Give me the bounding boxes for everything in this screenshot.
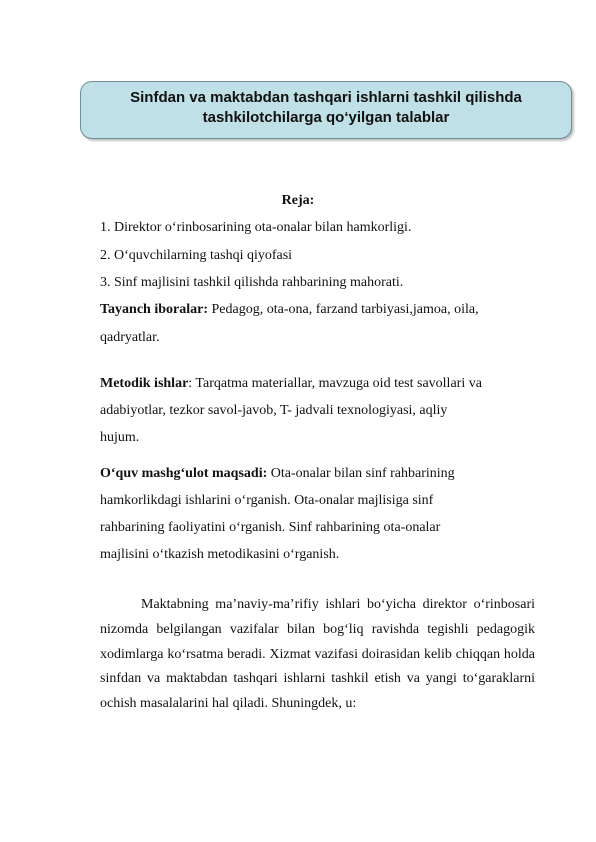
plan-item-1: 1. Direktor o‘rinbosarining ota-onalar bilan hamkorligi. [100,220,412,235]
title-line-2: tashkilotchilarga qo‘yilgan talablar [202,109,450,126]
methods-line-3: hujum. [100,430,140,445]
goal-label: O‘quv mashg‘ulot maqsadi: [100,466,268,481]
plan-item-3: 3. Sinf majlisini tashkil qilishda rahbarining mahorati. [100,275,404,290]
keywords-line-2: qadryatlar. [100,330,160,345]
body-paragraph: Maktabning ma’naviy-ma’rifiy ishlari bo‘yicha direktor o‘rinbosari nizomda belgilangan vazifalar bilan bog‘liq ravishda tegishli pedagogik xodimlarga ko‘rsatma beradi. Xizmat vazifasi doirasidan kelib chiqqan holda sinfdan va maktabdan tashqari ishlarni tashkil etish va yangi to‘garaklarni ochish masalalarini hal qiladi. Shuningdek, u: [100,597,535,712]
methods-line-1 [100,374,482,394]
keywords-text: Pedagog, ota-ona, farzand tarbiyasi,jamoa, oila, [208,302,479,317]
goal-line-4: majlisini o‘tkazish metodikasini o‘rganish. [100,547,340,562]
goal-line-1 [100,464,455,484]
goal-line-3: rahbarining faoliyatini o‘rganish. Sinf rahbarining ota-onalar [100,520,441,535]
plan-heading: Reja: [281,193,315,208]
goal-text: Ota-onalar bilan sinf rahbarining [267,466,455,481]
plan-item-2: 2. O‘quvchilarning tashqi qiyofasi [100,248,293,263]
title-line-1: Sinfdan va maktabdan tashqari ishlarni tashkil qilishda [130,89,522,106]
methods-text: : Tarqatma materiallar, mavzuga oid test savollari va [188,376,482,391]
methods-label: Metodik ishlar [100,376,189,391]
title-banner [80,81,572,139]
goal-line-2: hamkorlikdagi ishlarini o‘rganish. Ota-onalar majlisiga sinf [100,493,434,508]
keywords-label: Tayanch iboralar: [100,302,208,317]
methods-line-2: adabiyotlar, tezkor savol-javob, T- jadvali texnologiyasi, aqliy [100,403,448,418]
keywords-line-1 [100,300,479,320]
